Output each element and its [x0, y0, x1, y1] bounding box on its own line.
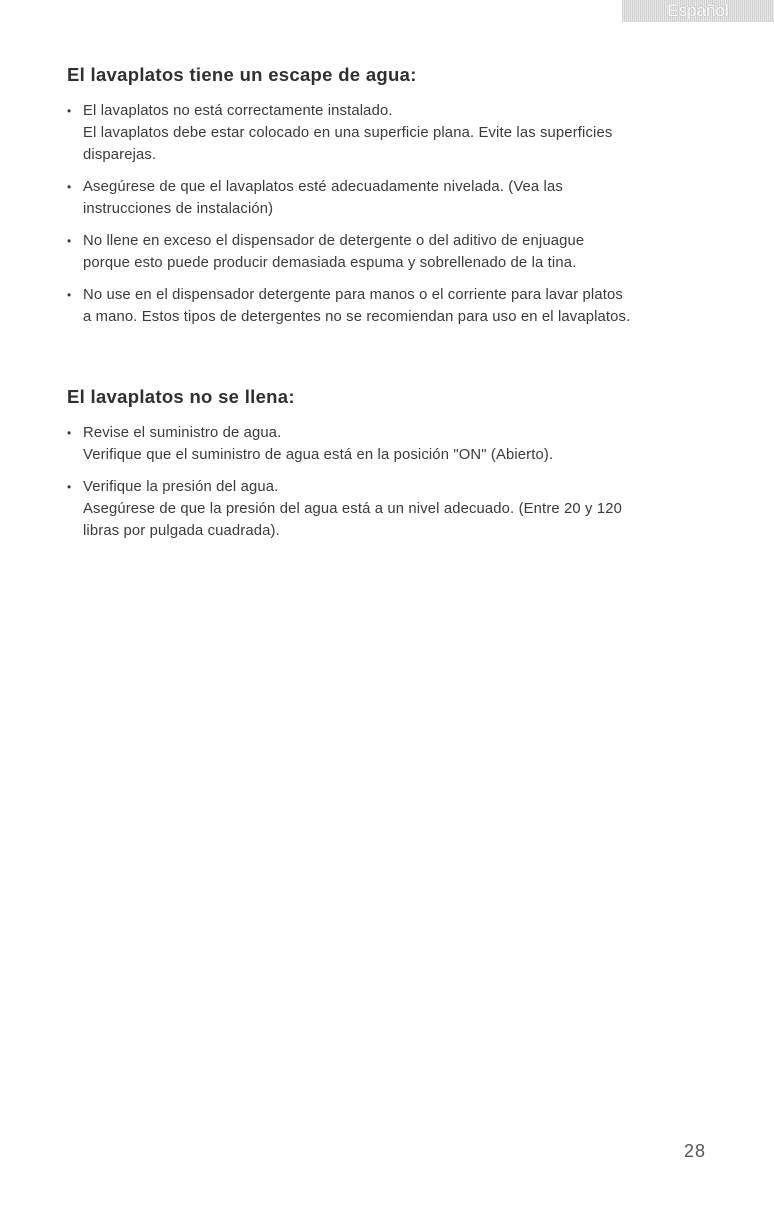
list-item: [67, 230, 727, 274]
bullet-icon: •: [67, 180, 72, 194]
item-line: No use en el dispensador detergente para manos o el corriente para lavar platos: [83, 287, 623, 303]
bullet-icon: •: [67, 104, 72, 118]
item-line: libras por pulgada cuadrada).: [83, 523, 280, 539]
item-line: No llene en exceso el dispensador de detergente o del aditivo de enjuague: [83, 233, 585, 249]
item-line: Asegúrese de que la presión del agua está a un nivel adecuado. (Entre 20 y 120: [83, 501, 623, 517]
list-item: [67, 284, 727, 328]
section-heading: El lavaplatos tiene un escape de agua:: [67, 64, 417, 85]
list-item: [67, 476, 727, 542]
item-line: Revise el suministro de agua.: [83, 425, 282, 441]
bullet-list: [67, 422, 727, 542]
section-water-leak: [67, 64, 727, 338]
bullet-icon: •: [67, 234, 72, 248]
bullet-icon: •: [67, 480, 72, 494]
bullet-icon: •: [67, 426, 72, 440]
bullet-icon: •: [67, 288, 72, 302]
item-line: El lavaplatos no está correctamente instalado.: [83, 103, 393, 119]
item-line: El lavaplatos debe estar colocado en una superficie plana. Evite las superficies: [83, 125, 613, 141]
item-line: porque esto puede producir demasiada espuma y sobrellenado de la tina.: [83, 255, 577, 271]
list-item: [67, 422, 727, 466]
item-line: Verifique que el suministro de agua está en la posición "ON" (Abierto).: [83, 447, 554, 463]
bullet-list: [67, 100, 727, 328]
list-item: [67, 176, 727, 220]
section-not-filling: [67, 386, 727, 552]
list-item: [67, 100, 727, 166]
language-tab: Español: [622, 0, 774, 22]
item-line: instrucciones de instalación): [83, 201, 274, 217]
section-heading: El lavaplatos no se llena:: [67, 386, 295, 407]
item-line: disparejas.: [83, 147, 157, 163]
item-line: Verifique la presión del agua.: [83, 479, 279, 495]
page-number: 28: [684, 1141, 707, 1161]
item-line: a mano. Estos tipos de detergentes no se recomiendan para uso en el lavaplatos.: [83, 309, 631, 325]
item-line: Asegúrese de que el lavaplatos esté adecuadamente nivelada. (Vea las: [83, 179, 563, 195]
